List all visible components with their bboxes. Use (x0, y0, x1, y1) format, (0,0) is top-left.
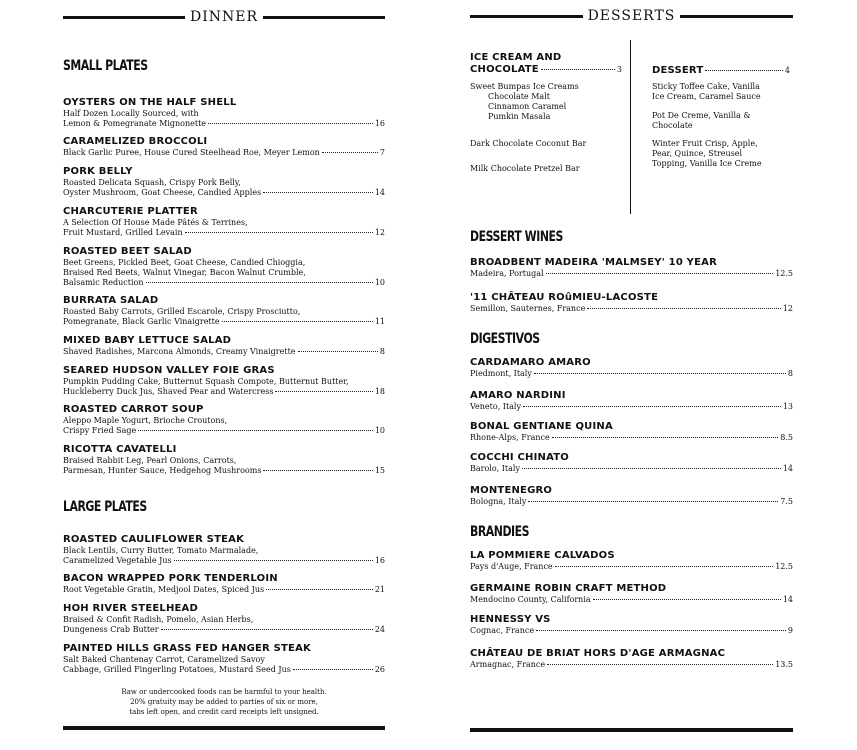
item-description: Armagnac, France (470, 660, 546, 669)
desserts-page (470, 0, 793, 750)
item-price: 10 (374, 426, 385, 435)
item-name: BROADBENT MADEIRA 'MALMSEY' 10 YEAR (470, 257, 717, 268)
item-description: Shaved Radishes, Marcona Almonds, Creamy Vinaigrette (63, 347, 296, 356)
item-description: A Selection Of House Made Pâtés & Terrines, (63, 218, 248, 227)
item-name: RICOTTA CAVATELLI (63, 444, 177, 455)
menu-item (63, 444, 385, 476)
item-description: Barolo, Italy (470, 464, 520, 473)
item-description: Black Garlic Puree, House Cured Steelhead Roe, Meyer Lemon (63, 148, 320, 157)
item-description: Braised Rabbit Leg, Pearl Onions, Carrots, (63, 456, 237, 465)
menu-item (470, 421, 793, 443)
digestivos-title: DIGESTIVOS (470, 331, 540, 347)
item-description: Madeira, Portugal (470, 269, 544, 278)
item-name: ROASTED BEET SALAD (63, 246, 192, 257)
dinner-footer (63, 687, 385, 717)
footer-line: tabs left open, and credit card receipts left unsigned. (129, 708, 319, 716)
item-name: ICE CREAM AND (470, 52, 562, 63)
item-name: HENNESSY VS (470, 614, 551, 625)
item-price: 26 (374, 665, 385, 674)
item-price: 7.5 (780, 497, 793, 506)
item-price: 12 (782, 304, 793, 313)
item-name: MONTENEGRO (470, 485, 553, 496)
footer-line: Raw or undercooked foods can be harmful to your health. (121, 688, 327, 696)
item-name: SEARED HUDSON VALLEY FOIE GRAS (63, 365, 275, 376)
item-description: Roasted Delicata Squash, Crispy Pork Belly, (63, 178, 241, 187)
item-description: Huckleberry Duck Jus, Shaved Pear and Watercress (63, 387, 274, 396)
desserts-header (470, 8, 793, 24)
item-price: 11 (374, 317, 385, 326)
item-description: Crispy Fried Sage (63, 426, 137, 435)
item-price: 14 (374, 188, 385, 197)
item-description: Half Dozen Locally Sourced, with (63, 109, 199, 118)
item-description: Rhone-Alps, France (470, 433, 550, 442)
dessert-line: Sweet Bumpas Ice Creams (470, 82, 579, 91)
item-price: 7 (379, 148, 385, 157)
item-name: LA POMMIERE CALVADOS (470, 550, 615, 561)
item-price: 15 (374, 466, 385, 475)
item-description: Piedmont, Italy (470, 369, 532, 378)
item-price: 16 (374, 556, 385, 565)
menu-item (470, 648, 793, 670)
item-price: 12.5 (775, 269, 793, 278)
item-description: Caramelized Vegetable Jus (63, 556, 172, 565)
item-price: 14 (782, 595, 793, 604)
item-price: 18 (374, 387, 385, 396)
item-name: DESSERT (652, 65, 704, 76)
menu-item (63, 295, 385, 327)
item-name: PAINTED HILLS GRASS FED HANGER STEAK (63, 643, 311, 654)
item-description: Roasted Baby Carrots, Grilled Escarole, Crispy Prosciutto, (63, 307, 301, 316)
item-name: CHÂTEAU DE BRIAT HORS D'AGE ARMAGNAC (470, 648, 726, 659)
menu-item (63, 365, 385, 397)
item-price: 3 (616, 65, 622, 74)
menu-item (470, 550, 793, 572)
item-name: CHOCOLATE (470, 64, 539, 75)
item-price: 14 (782, 464, 793, 473)
item-description: Dungeness Crab Butter (63, 625, 159, 634)
item-price: 12.5 (775, 562, 793, 571)
dinner-header (63, 9, 385, 25)
item-description: Root Vegetable Gratin, Medjool Dates, Spiced Jus (63, 585, 265, 594)
item-price: 8 (787, 369, 793, 378)
item-description: Parmesan, Hunter Sauce, Hedgehog Mushrooms (63, 466, 262, 475)
dinner-page (63, 0, 385, 750)
item-name: GERMAINE ROBIN CRAFT METHOD (470, 583, 667, 594)
item-description: Pomegranate, Black Garlic Vinaigrette (63, 317, 220, 326)
large-plates-title: LARGE PLATES (63, 499, 147, 515)
item-description: Salt Baked Chantenay Carrot, Caramelized Savoy (63, 655, 265, 664)
menu-item (63, 573, 385, 595)
dessert-line: Chocolate (652, 121, 693, 130)
dinner-bottom-rule (63, 726, 385, 730)
item-description: Aleppo Maple Yogurt, Brioche Croutons, (63, 416, 228, 425)
menu-item (470, 292, 793, 314)
item-price: 13 (782, 402, 793, 411)
item-description: Oyster Mushroom, Goat Cheese, Candied Apples (63, 188, 262, 197)
footer-line: 20% gratuity may be added to parties of six or more, (130, 698, 318, 706)
dessert-line: Topping, Vanilla Ice Creme (652, 159, 762, 168)
ice-cream-chocolate-item (470, 52, 622, 174)
item-price: 21 (374, 585, 385, 594)
dessert-line: Cinnamon Caramel (488, 102, 567, 111)
item-description: Lemon & Pomegranate Mignonette (63, 119, 207, 128)
dessert-line: Ice Cream, Caramel Sauce (652, 92, 761, 101)
desserts-bottom-rule (470, 728, 793, 732)
menu-item (470, 485, 793, 507)
item-name: COCCHI CHINATO (470, 452, 569, 463)
item-description: Braised Red Beets, Walnut Vinegar, Bacon Walnut Crumble, (63, 268, 306, 277)
menu-item (63, 136, 385, 158)
item-description: Cognac, France (470, 626, 535, 635)
item-name: CARAMELIZED BROCCOLI (63, 136, 208, 147)
column-divider (630, 40, 631, 214)
item-price: 16 (374, 119, 385, 128)
menu-item (63, 246, 385, 288)
item-name: OYSTERS ON THE HALF SHELL (63, 97, 237, 108)
dessert-item (652, 65, 790, 169)
item-name: PORK BELLY (63, 166, 133, 177)
dessert-line: Sticky Toffee Cake, Vanilla (652, 82, 760, 91)
item-description: Cabbage, Grilled Fingerling Potatoes, Mustard Seed Jus (63, 665, 291, 674)
menu-item (63, 603, 385, 635)
item-description: Semillon, Sauternes, France (470, 304, 586, 313)
menu-item (63, 643, 385, 675)
dessert-line: Pot De Creme, Vanilla & (652, 111, 751, 120)
menu-item (63, 97, 385, 129)
item-name: ROASTED CARROT SOUP (63, 404, 204, 415)
dessert-line: Dark Chocolate Coconut Bar (470, 139, 587, 148)
menu-item (63, 166, 385, 198)
dessert-line: Milk Chocolate Pretzel Bar (470, 164, 580, 173)
menu-item (470, 390, 793, 412)
item-name: BURRATA SALAD (63, 295, 159, 306)
menu-item (63, 206, 385, 238)
menu-item (470, 357, 793, 379)
item-description: Fruit Mustard, Grilled Levain (63, 228, 183, 237)
dessert-line: Winter Fruit Crisp, Apple, (652, 139, 758, 148)
menu-item (470, 257, 793, 279)
item-name: CARDAMARO AMARO (470, 357, 591, 368)
menu-item (63, 534, 385, 566)
menu-item (470, 452, 793, 474)
small-plates-title: SMALL PLATES (63, 58, 148, 74)
item-description: Pumpkin Pudding Cake, Butternut Squash Compote, Butternut Butter, (63, 377, 349, 386)
item-price: 4 (784, 66, 790, 75)
item-description: Pays d'Auge, France (470, 562, 553, 571)
item-price: 10 (374, 278, 385, 287)
item-price: 13.5 (775, 660, 793, 669)
item-description: Mendocino County, California (470, 595, 591, 604)
item-name: '11 CHÂTEAU ROûMIEU-LACOSTE (470, 292, 659, 303)
dessert-wines-title: DESSERT WINES (470, 229, 563, 245)
item-price: 9 (787, 626, 793, 635)
menu-item (63, 404, 385, 436)
item-name: HOH RIVER STEELHEAD (63, 603, 198, 614)
item-name: ROASTED CAULIFLOWER STEAK (63, 534, 245, 545)
brandies-title: BRANDIES (470, 524, 530, 540)
item-name: BACON WRAPPED PORK TENDERLOIN (63, 573, 278, 584)
item-description: Beet Greens, Pickled Beet, Goat Cheese, Candied Chioggia, (63, 258, 306, 267)
item-price: 8.5 (780, 433, 793, 442)
menu-item (63, 335, 385, 357)
item-description: Veneto, Italy (470, 402, 522, 411)
item-price: 8 (379, 347, 385, 356)
item-description: Black Lentils, Curry Butter, Tomato Marmalade, (63, 546, 259, 555)
item-name: BONAL GENTIANE QUINA (470, 421, 613, 432)
item-description: Balsamic Reduction (63, 278, 144, 287)
item-price: 12 (374, 228, 385, 237)
dinner-title: DINNER (185, 9, 263, 25)
dessert-line: Pear, Quince, Streusel (652, 149, 743, 158)
item-description: Bologna, Italy (470, 497, 527, 506)
dessert-line: Chocolate Malt (488, 92, 550, 101)
dessert-line: Pumkin Masala (488, 112, 551, 121)
item-name: AMARO NARDINI (470, 390, 566, 401)
desserts-title: DESSERTS (583, 8, 681, 24)
item-description: Braised & Confit Radish, Pomelo, Asian Herbs, (63, 615, 254, 624)
item-name: CHARCUTERIE PLATTER (63, 206, 198, 217)
menu-item (470, 583, 793, 605)
menu-item (470, 614, 793, 636)
item-price: 24 (374, 625, 385, 634)
item-name: MIXED BABY LETTUCE SALAD (63, 335, 232, 346)
